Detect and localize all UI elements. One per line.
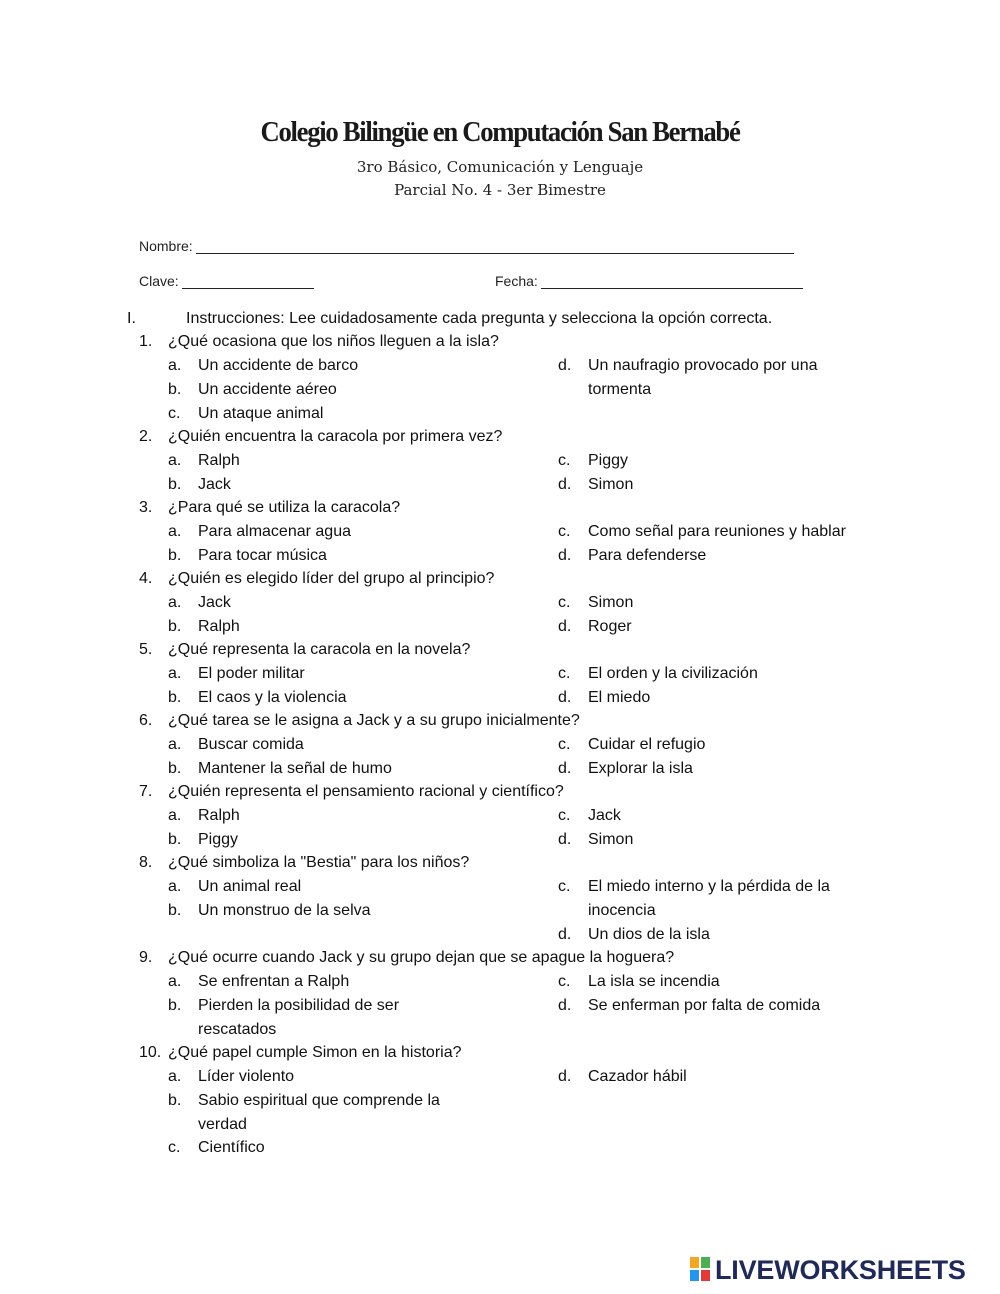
option-letter: c. — [168, 1139, 181, 1156]
option-text[interactable]: Líder violento — [198, 1068, 295, 1085]
option-letter: a. — [168, 878, 182, 895]
course-subtitle: 3ro Básico, Comunicación y Lenguaje — [356, 158, 644, 176]
question-number: 7. — [139, 783, 153, 800]
option-letter: a. — [168, 452, 182, 469]
option-text[interactable]: Ralph — [198, 807, 240, 824]
option-text[interactable]: Un animal real — [198, 878, 302, 895]
school-title: Colegio Bilingüe en Computación San Bernabé — [260, 116, 740, 148]
question-text: ¿Qué ocurre cuando Jack y su grupo dejan que se apague la hoguera? — [168, 949, 675, 966]
question-text: ¿Qué representa la caracola en la novela? — [168, 641, 471, 658]
option-letter: c. — [558, 878, 571, 895]
option-text[interactable]: Cuidar el refugio — [588, 736, 706, 753]
option-text[interactable]: Roger — [588, 618, 632, 635]
question-number: 5. — [139, 641, 153, 658]
option-letter: d. — [558, 831, 572, 848]
question-text: ¿Qué papel cumple Simon en la historia? — [168, 1044, 462, 1061]
option-letter: d. — [558, 476, 572, 493]
option-text[interactable]: Simon — [588, 594, 634, 611]
option-letter: c. — [558, 736, 571, 753]
question-text: ¿Para qué se utiliza la caracola? — [168, 499, 401, 516]
option-letter: d. — [558, 357, 572, 374]
option-letter: b. — [168, 381, 182, 398]
option-letter: d. — [558, 760, 572, 777]
option-letter: d. — [558, 926, 572, 943]
question-text: ¿Qué simboliza la "Bestia" para los niños? — [168, 854, 470, 871]
option-text[interactable]: Mantener la señal de humo — [198, 760, 392, 777]
option-letter: d. — [558, 547, 572, 564]
question-number: 1. — [139, 333, 153, 350]
date-input-line[interactable] — [541, 274, 803, 289]
option-text[interactable]: Para defenderse — [588, 547, 707, 564]
name-field — [139, 238, 794, 254]
option-text[interactable]: Buscar comida — [198, 736, 304, 753]
option-text[interactable]: Explorar la isla — [588, 760, 693, 777]
option-text[interactable]: Ralph — [198, 618, 240, 635]
option-text[interactable]: Pierden la posibilidad de ser rescatados — [198, 997, 400, 1038]
option-letter: c. — [558, 665, 571, 682]
option-text[interactable]: Un accidente aéreo — [198, 381, 337, 398]
question-number: 3. — [139, 499, 153, 516]
name-label: Nombre: — [139, 238, 193, 254]
option-text[interactable]: Jack — [198, 594, 231, 611]
option-text[interactable]: Cazador hábil — [588, 1068, 687, 1085]
option-text[interactable]: Piggy — [198, 831, 239, 848]
option-letter: d. — [558, 618, 572, 635]
option-letter: b. — [168, 1092, 182, 1109]
option-letter: c. — [168, 405, 181, 422]
option-text[interactable]: Piggy — [588, 452, 629, 469]
option-letter: b. — [168, 689, 182, 706]
option-text[interactable]: El miedo interno y la pérdida de la inocencia — [588, 878, 830, 919]
question-number: 10. — [139, 1044, 162, 1061]
question-number: 4. — [139, 570, 153, 587]
question-number: 2. — [139, 428, 153, 445]
option-letter: b. — [168, 760, 182, 777]
option-letter: a. — [168, 973, 182, 990]
option-letter: a. — [168, 1068, 182, 1085]
option-text[interactable]: Como señal para reuniones y hablar — [588, 523, 846, 540]
option-letter: b. — [168, 476, 182, 493]
option-text[interactable]: Simon — [588, 476, 634, 493]
liveworksheets-logo[interactable] — [690, 1255, 966, 1285]
date-label: Fecha: — [495, 273, 538, 289]
key-field — [139, 273, 314, 289]
question-text: ¿Quién representa el pensamiento racional y científico? — [168, 783, 564, 800]
question-text: ¿Qué ocasiona que los niños lleguen a la isla? — [168, 333, 499, 350]
option-letter: c. — [558, 973, 571, 990]
option-text[interactable]: Para almacenar agua — [198, 523, 351, 540]
option-letter: d. — [558, 689, 572, 706]
option-letter: d. — [558, 997, 572, 1014]
option-letter: c. — [558, 452, 571, 469]
option-text[interactable]: Un naufragio provocado por una tormenta — [588, 357, 818, 398]
option-letter: a. — [168, 665, 182, 682]
option-letter: a. — [168, 357, 182, 374]
exam-subtitle: Parcial No. 4 - 3er Bimestre — [394, 181, 606, 199]
option-letter: c. — [558, 523, 571, 540]
option-letter: b. — [168, 547, 182, 564]
option-letter: a. — [168, 523, 182, 540]
option-letter: b. — [168, 618, 182, 635]
option-text[interactable]: La isla se incendia — [588, 973, 720, 990]
option-letter: c. — [558, 807, 571, 824]
question-text: ¿Quién encuentra la caracola por primera vez? — [168, 428, 503, 445]
option-text[interactable]: El orden y la civilización — [588, 665, 758, 682]
liveworksheets-logo-icon — [690, 1257, 712, 1283]
key-label: Clave: — [139, 273, 179, 289]
option-text[interactable]: Ralph — [198, 452, 240, 469]
option-text[interactable]: Simon — [588, 831, 634, 848]
liveworksheets-brand: LIVEWORKSHEETS — [715, 1254, 966, 1285]
option-text[interactable]: El caos y la violencia — [198, 689, 347, 706]
option-letter: a. — [168, 807, 182, 824]
option-text[interactable]: El miedo — [588, 689, 651, 706]
option-letter: b. — [168, 902, 182, 919]
option-text[interactable]: Un dios de la isla — [588, 926, 710, 943]
instructions-text: Instrucciones: Lee cuidadosamente cada pregunta y selecciona la opción correcta. — [186, 310, 773, 327]
question-text: ¿Qué tarea se le asigna a Jack y a su grupo inicialmente? — [168, 712, 580, 729]
question-number: 8. — [139, 854, 153, 871]
option-text[interactable]: Jack — [588, 807, 621, 824]
key-input-line[interactable] — [182, 274, 314, 289]
question-text: ¿Quién es elegido líder del grupo al principio? — [168, 570, 495, 587]
option-letter: b. — [168, 997, 182, 1014]
option-text[interactable]: El poder militar — [198, 665, 305, 682]
question-number: 9. — [139, 949, 153, 966]
option-letter: a. — [168, 594, 182, 611]
section-numeral: I. — [127, 310, 136, 327]
option-text[interactable]: Un accidente de barco — [198, 357, 359, 374]
option-text[interactable]: Un ataque animal — [198, 405, 324, 422]
option-letter: a. — [168, 736, 182, 753]
name-input-line[interactable] — [196, 239, 794, 254]
date-field — [495, 273, 803, 289]
option-text[interactable]: Para tocar música — [198, 547, 327, 564]
option-letter: c. — [558, 594, 571, 611]
option-letter: b. — [168, 831, 182, 848]
option-text[interactable]: Científico — [198, 1139, 265, 1156]
option-text[interactable]: Un monstruo de la selva — [198, 902, 371, 919]
option-letter: d. — [558, 1068, 572, 1085]
option-text[interactable]: Jack — [198, 476, 231, 493]
question-number: 6. — [139, 712, 153, 729]
option-text[interactable]: Se enferman por falta de comida — [588, 997, 821, 1014]
option-text[interactable]: Sabio espiritual que comprende la verdad — [198, 1092, 440, 1133]
option-text[interactable]: Se enfrentan a Ralph — [198, 973, 350, 990]
